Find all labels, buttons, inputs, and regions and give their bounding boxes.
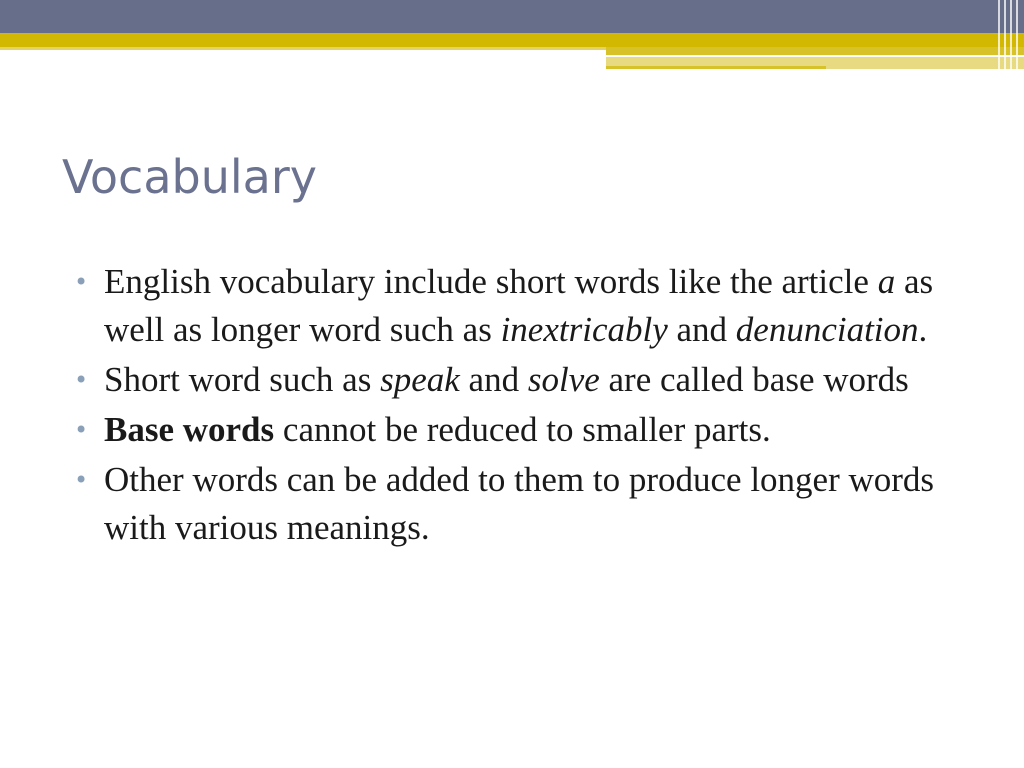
bullet-text-italic: speak [380, 360, 460, 399]
bullet-text: Other words can be added to them to produce longer words with various meanings. [104, 460, 935, 547]
bullet-text-italic: inextricably [500, 310, 668, 349]
header-accent-line [0, 47, 606, 50]
header-accent-step [606, 47, 1024, 55]
bullet-marker: • [74, 366, 89, 394]
bullet-text: are called base words [599, 360, 909, 399]
bullet-text: cannot be reduced to smaller parts. [274, 410, 771, 449]
header-edge-stripes [994, 0, 1024, 69]
header-accent-lower-edge [606, 66, 826, 69]
bullet-marker: • [74, 466, 89, 494]
bullet-text: English vocabulary include short words like the article [104, 262, 878, 301]
header-band [0, 0, 1024, 33]
bullet-text: . [918, 310, 928, 349]
bullet-text-italic: denunciation [735, 310, 919, 349]
header-accent-stripe [0, 33, 1024, 47]
bullet-marker: • [74, 416, 89, 444]
bullet-item [70, 258, 970, 354]
bullet-text: as well as longer word such as [104, 262, 934, 349]
bullet-item [70, 456, 970, 552]
bullet-text-bold: Base words [104, 410, 275, 449]
bullet-list [70, 258, 970, 554]
bullet-marker: • [74, 268, 89, 296]
bullet-item [70, 406, 970, 454]
bullet-text-italic: solve [527, 360, 600, 399]
slide-title: Vocabulary [62, 150, 317, 204]
bullet-text-italic: a [877, 262, 896, 301]
bullet-item [70, 356, 970, 404]
bullet-text: Short word such as [104, 360, 381, 399]
bullet-text: and [667, 310, 736, 349]
bullet-text: and [459, 360, 528, 399]
